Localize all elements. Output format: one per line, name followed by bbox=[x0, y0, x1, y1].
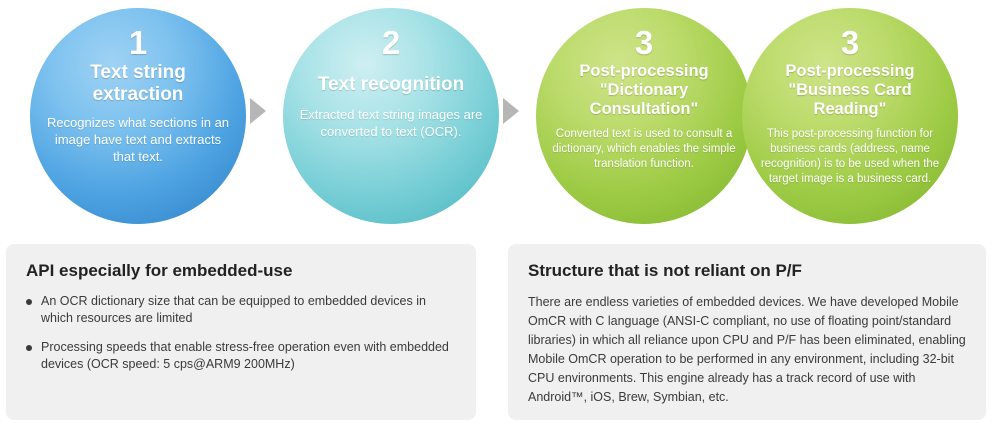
list-item: Processing speeds that enable stress-free operation even with embedded devices (OCR speed: 5 cps@ARM9 200MHz) bbox=[26, 339, 456, 373]
flow-step-3-number: 3 bbox=[634, 24, 654, 61]
flow-step-4-description: This post-processing function for business cards (address, name recognition) is to be used when the target image is a business card. bbox=[760, 128, 940, 185]
flow-step-2-title: Text recognition bbox=[317, 74, 465, 95]
flow-step-2 bbox=[283, 8, 499, 224]
flow-step-3-title: Post-processing "Dictionary Consultation" bbox=[579, 62, 709, 118]
flow-step-1-title: Text string extraction bbox=[90, 62, 186, 105]
panel-embedded-api-list bbox=[26, 293, 456, 373]
flow-step-3-description: Converted text is used to consult a dictionary, which enables the simple translation function. bbox=[552, 128, 736, 170]
panel-embedded-api-heading: API especially for embedded-use bbox=[26, 261, 293, 280]
flow-step-3 bbox=[536, 8, 752, 224]
list-item: An OCR dictionary size that can be equipped to embedded devices in which resources are limited bbox=[26, 293, 456, 327]
flow-step-1-description: Recognizes what sections in an image have text and extracts that text. bbox=[46, 115, 230, 164]
flow-step-2-number: 2 bbox=[381, 24, 401, 61]
panel-platform-independence-body: There are endless varieties of embedded devices. We have developed Mobile OmCR with C language (ANSI-C compliant, no use of floating point/standard libraries) in which all reliance upon CPU and P/F has been eliminated, enabling Mobile OmCR operation to be performed in any environment, including 32-bit CPU environments. This engine already has a track record of use with Android™, iOS, Brew, Symbian, etc. bbox=[528, 295, 966, 404]
arrow-right-icon-1 bbox=[250, 98, 266, 124]
flow-step-4-number: 3 bbox=[840, 24, 860, 61]
panel-platform-independence-heading: Structure that is not reliant on P/F bbox=[528, 261, 802, 280]
flow-step-4 bbox=[742, 8, 958, 224]
flow-step-2-description: Extracted text string images are converted to text (OCR). bbox=[299, 107, 483, 139]
flow-step-1 bbox=[30, 8, 246, 224]
panel-platform-independence bbox=[508, 244, 986, 420]
panel-embedded-api bbox=[6, 244, 476, 420]
flow-step-4-title: Post-processing "Business Card Reading" bbox=[785, 62, 915, 118]
flow-step-1-number: 1 bbox=[128, 24, 148, 61]
feature-panels bbox=[0, 244, 992, 422]
arrow-right-icon-2 bbox=[503, 98, 519, 124]
